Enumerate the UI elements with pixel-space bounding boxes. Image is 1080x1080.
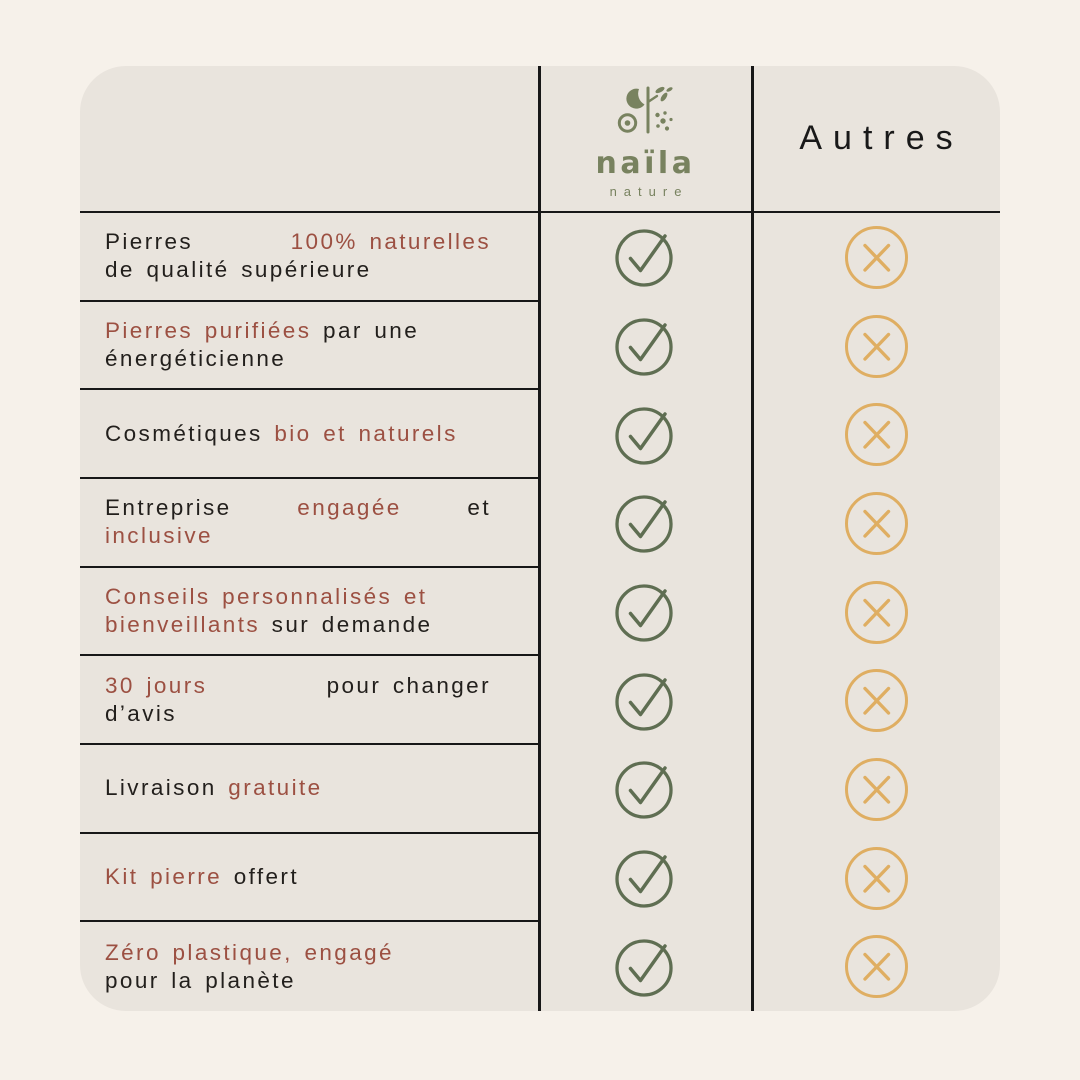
feature-text-line [105,967,491,995]
feature-cell [80,834,539,923]
feature-text-segment: offert [222,864,299,890]
feature-text [105,420,491,448]
feature-cell [80,479,539,568]
feature-text-segment: gratuite [228,775,323,801]
competitor-label: Autres [799,119,964,157]
cross-circle-icon [843,313,910,380]
naila-value-cell [539,568,752,657]
cross-circle-icon [843,579,910,646]
feature-cell [80,656,539,745]
cross-circle-icon [843,490,910,557]
feature-text-line [105,522,491,550]
feature-text-line [105,672,491,700]
feature-text-segment: 30 jours [105,672,208,698]
autres-value-cell [752,656,1000,745]
feature-text-line [105,228,491,256]
feature-text-segment: Entreprise [105,495,232,521]
feature-text-line [105,317,491,345]
feature-text-line [105,494,491,522]
feature-text-segment: de qualité supérieure [105,257,372,283]
cross-circle-icon [843,933,910,1000]
feature-text-segment: bio et naturels [274,420,458,446]
autres-value-cell [752,213,1000,302]
naila-value-cell [539,479,752,568]
feature-text-segment: pour la planète [105,967,296,993]
check-circle-icon [614,757,678,821]
feature-text [105,672,491,728]
feature-text-line [105,700,491,728]
check-circle-icon [614,403,678,467]
feature-text-line [105,345,491,373]
feature-text-segment: Livraison [105,775,229,801]
feature-text-line [105,256,491,284]
naila-botanical-logo-icon [613,85,679,147]
feature-cell [80,568,539,657]
autres-value-cell [752,390,1000,479]
check-circle-icon [614,491,678,555]
feature-text-segment: bienveillants [105,612,261,638]
feature-cell [80,390,539,479]
feature-text-segment: Conseils personnalisés et [105,584,428,610]
feature-text-line [105,939,491,967]
header-feature-spacer [80,66,539,211]
header-brand-column [539,66,752,211]
feature-text-segment: 100% naturelles [290,229,491,255]
feature-cell [80,922,539,1011]
naila-value-cell [539,834,752,923]
feature-text-segment: d’avis [105,700,177,726]
feature-cell [80,213,539,302]
cross-circle-icon [843,224,910,291]
check-circle-icon [614,580,678,644]
naila-value-cell [539,745,752,834]
feature-cell [80,302,539,391]
autres-value-cell [752,745,1000,834]
naila-value-cell [539,302,752,391]
feature-text-segment: et [467,495,491,521]
autres-value-cell [752,479,1000,568]
header-competitor-column [752,66,1000,211]
autres-value-cell [752,834,1000,923]
check-circle-icon [614,314,678,378]
feature-text-segment: Pierres purifiées [105,318,312,343]
autres-value-cell [752,568,1000,657]
feature-text-segment: sur demande [260,612,433,638]
feature-text-line [105,611,491,639]
feature-text-segment: Kit pierre [105,864,223,890]
autres-value-cell [752,922,1000,1011]
check-circle-icon [614,935,678,999]
feature-text [105,939,491,995]
column-divider-right [751,66,754,1011]
feature-text-line [105,420,491,448]
feature-text [105,774,491,802]
feature-text-line [105,863,491,891]
check-circle-icon [614,846,678,910]
feature-text-segment: Zéro plastique, engagé [105,939,394,965]
cross-circle-icon [843,845,910,912]
feature-text [105,317,491,373]
feature-text-segment: pour changer [326,672,491,698]
feature-text-line [105,774,491,802]
feature-text-line [105,583,491,611]
cross-circle-icon [843,667,910,734]
column-divider-left [538,66,541,1011]
feature-text [105,494,491,550]
feature-text-segment: inclusive [105,523,213,549]
feature-text-segment: engagée [297,495,402,521]
naila-value-cell [539,922,752,1011]
autres-value-cell [752,302,1000,391]
feature-text-segment: Pierres [105,229,194,255]
feature-text-segment: par une [311,318,420,343]
feature-text-segment: Cosmétiques [105,420,275,446]
naila-value-cell [539,213,752,302]
brand-tagline: nature [609,184,689,199]
comparison-card [80,66,1000,1011]
check-circle-icon [614,225,678,289]
feature-text [105,583,491,639]
feature-text [105,228,491,284]
cross-circle-icon [843,756,910,823]
feature-text [105,863,491,891]
brand-name: naïla [595,146,696,181]
naila-value-cell [539,656,752,745]
check-circle-icon [614,669,678,733]
feature-text-segment: énergéticienne [105,346,287,371]
naila-value-cell [539,390,752,479]
cross-circle-icon [843,401,910,468]
feature-cell [80,745,539,834]
